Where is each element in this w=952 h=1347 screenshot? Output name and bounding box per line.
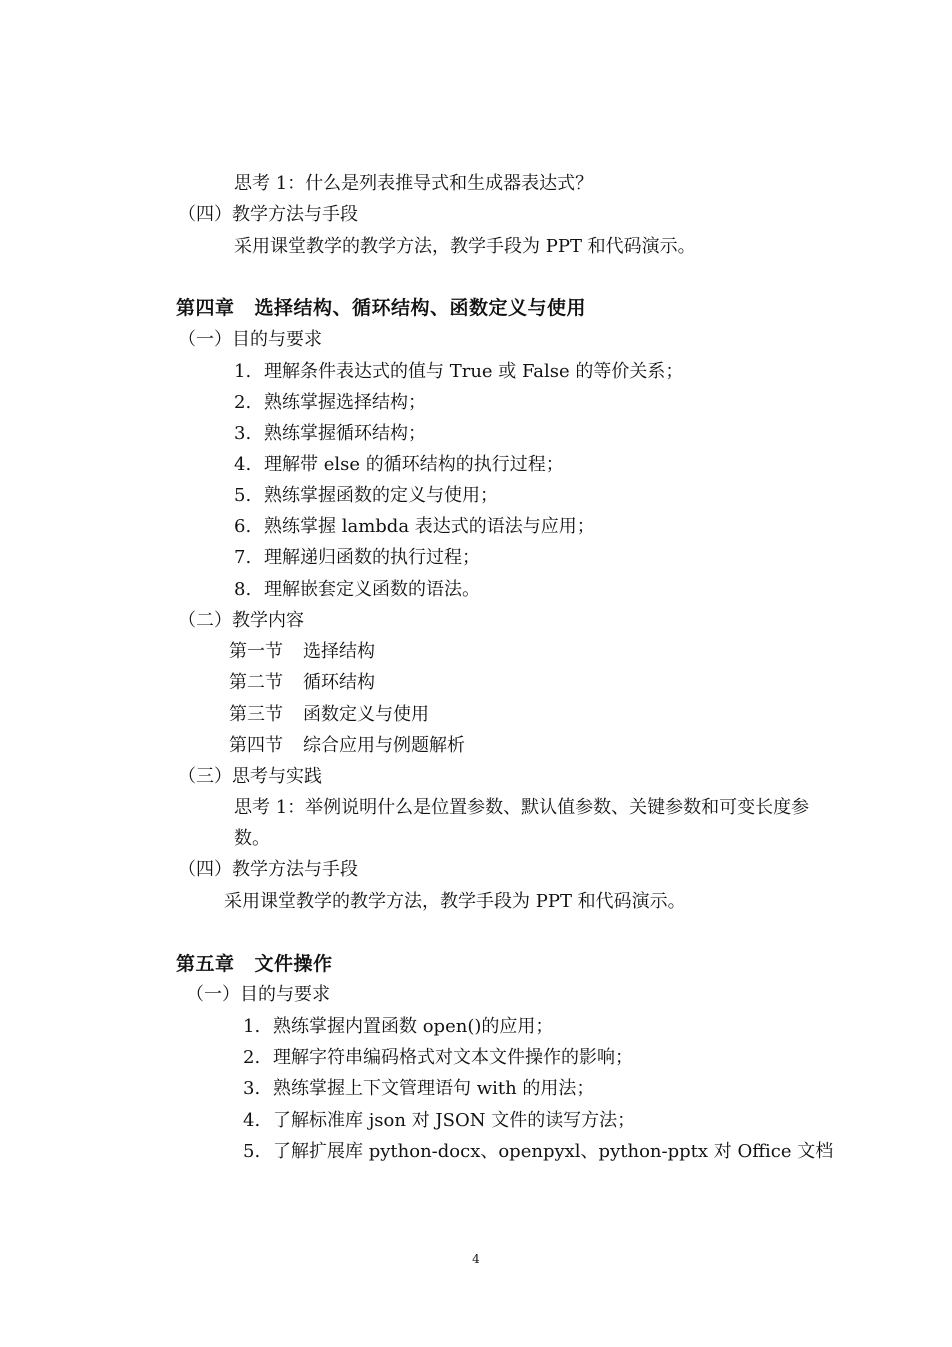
- chapter4-heading: [176, 297, 586, 319]
- page-number: 4: [472, 1252, 480, 1266]
- chapter4-goal-heading: （一）目的与要求: [178, 329, 322, 350]
- chapter4-goal-item: 3. 熟练掌握循环结构；: [234, 423, 426, 444]
- chapter4-title: 选择结构、循环结构、函数定义与使用: [254, 297, 587, 319]
- chapter4-goal-item: 2. 熟练掌握选择结构；: [234, 392, 426, 413]
- chapter4-goal-item: 7. 理解递归函数的执行过程；: [234, 547, 480, 568]
- think-item-prev: 思考 1：什么是列表推导式和生成器表达式？: [234, 173, 594, 194]
- chapter4-section-item: 第一节 选择结构: [229, 641, 375, 662]
- chapter5-heading: [176, 953, 333, 975]
- chapter5-label: 第五章: [176, 953, 235, 975]
- chapter4-think-line-2: 数。: [234, 828, 270, 849]
- chapter5-goal-item: 2. 理解字符串编码格式对文本文件操作的影响；: [243, 1047, 633, 1068]
- chapter4-goal-item: 4. 理解带 else 的循环结构的执行过程；: [234, 454, 564, 475]
- chapter4-goal-item: 6. 熟练掌握 lambda 表达式的语法与应用；: [234, 516, 595, 537]
- chapter4-section-item: 第四节 综合应用与例题解析: [229, 735, 465, 756]
- chapter5-goal-heading: （一）目的与要求: [186, 984, 330, 1005]
- method-text-prev: 采用课堂教学的教学方法，教学手段为 PPT 和代码演示。: [234, 236, 696, 257]
- chapter5-goal-item: 1. 熟练掌握内置函数 open()的应用；: [243, 1016, 554, 1037]
- chapter4-method-text: 采用课堂教学的教学方法，教学手段为 PPT 和代码演示。: [224, 891, 686, 912]
- chapter4-method-heading: （四）教学方法与手段: [178, 859, 358, 880]
- chapter4-goal-item: 8. 理解嵌套定义函数的语法。: [234, 579, 480, 600]
- chapter4-think-heading: （三）思考与实践: [178, 766, 322, 787]
- chapter4-goal-item: 1. 理解条件表达式的值与 True 或 False 的等价关系；: [234, 361, 684, 382]
- chapter4-content-heading: （二）教学内容: [178, 610, 304, 631]
- chapter5-title: 文件操作: [254, 953, 333, 975]
- chapter5-goal-item: 3. 熟练掌握上下文管理语句 with 的用法；: [243, 1078, 595, 1099]
- chapter5-goal-item: 5. 了解扩展库 python-docx、openpyxl、python-pptx 对 Office 文档: [243, 1141, 834, 1162]
- chapter4-section-item: 第三节 函数定义与使用: [229, 704, 429, 725]
- chapter4-think-line-1: 思考 1：举例说明什么是位置参数、默认值参数、关键参数和可变长度参: [234, 797, 810, 818]
- chapter5-goal-item: 4. 了解标准库 json 对 JSON 文件的读写方法；: [243, 1110, 636, 1131]
- chapter4-goal-item: 5. 熟练掌握函数的定义与使用；: [234, 485, 498, 506]
- chapter4-section-item: 第二节 循环结构: [229, 672, 375, 693]
- chapter4-label: 第四章: [176, 297, 235, 319]
- section-heading-method-prev: （四）教学方法与手段: [178, 204, 358, 225]
